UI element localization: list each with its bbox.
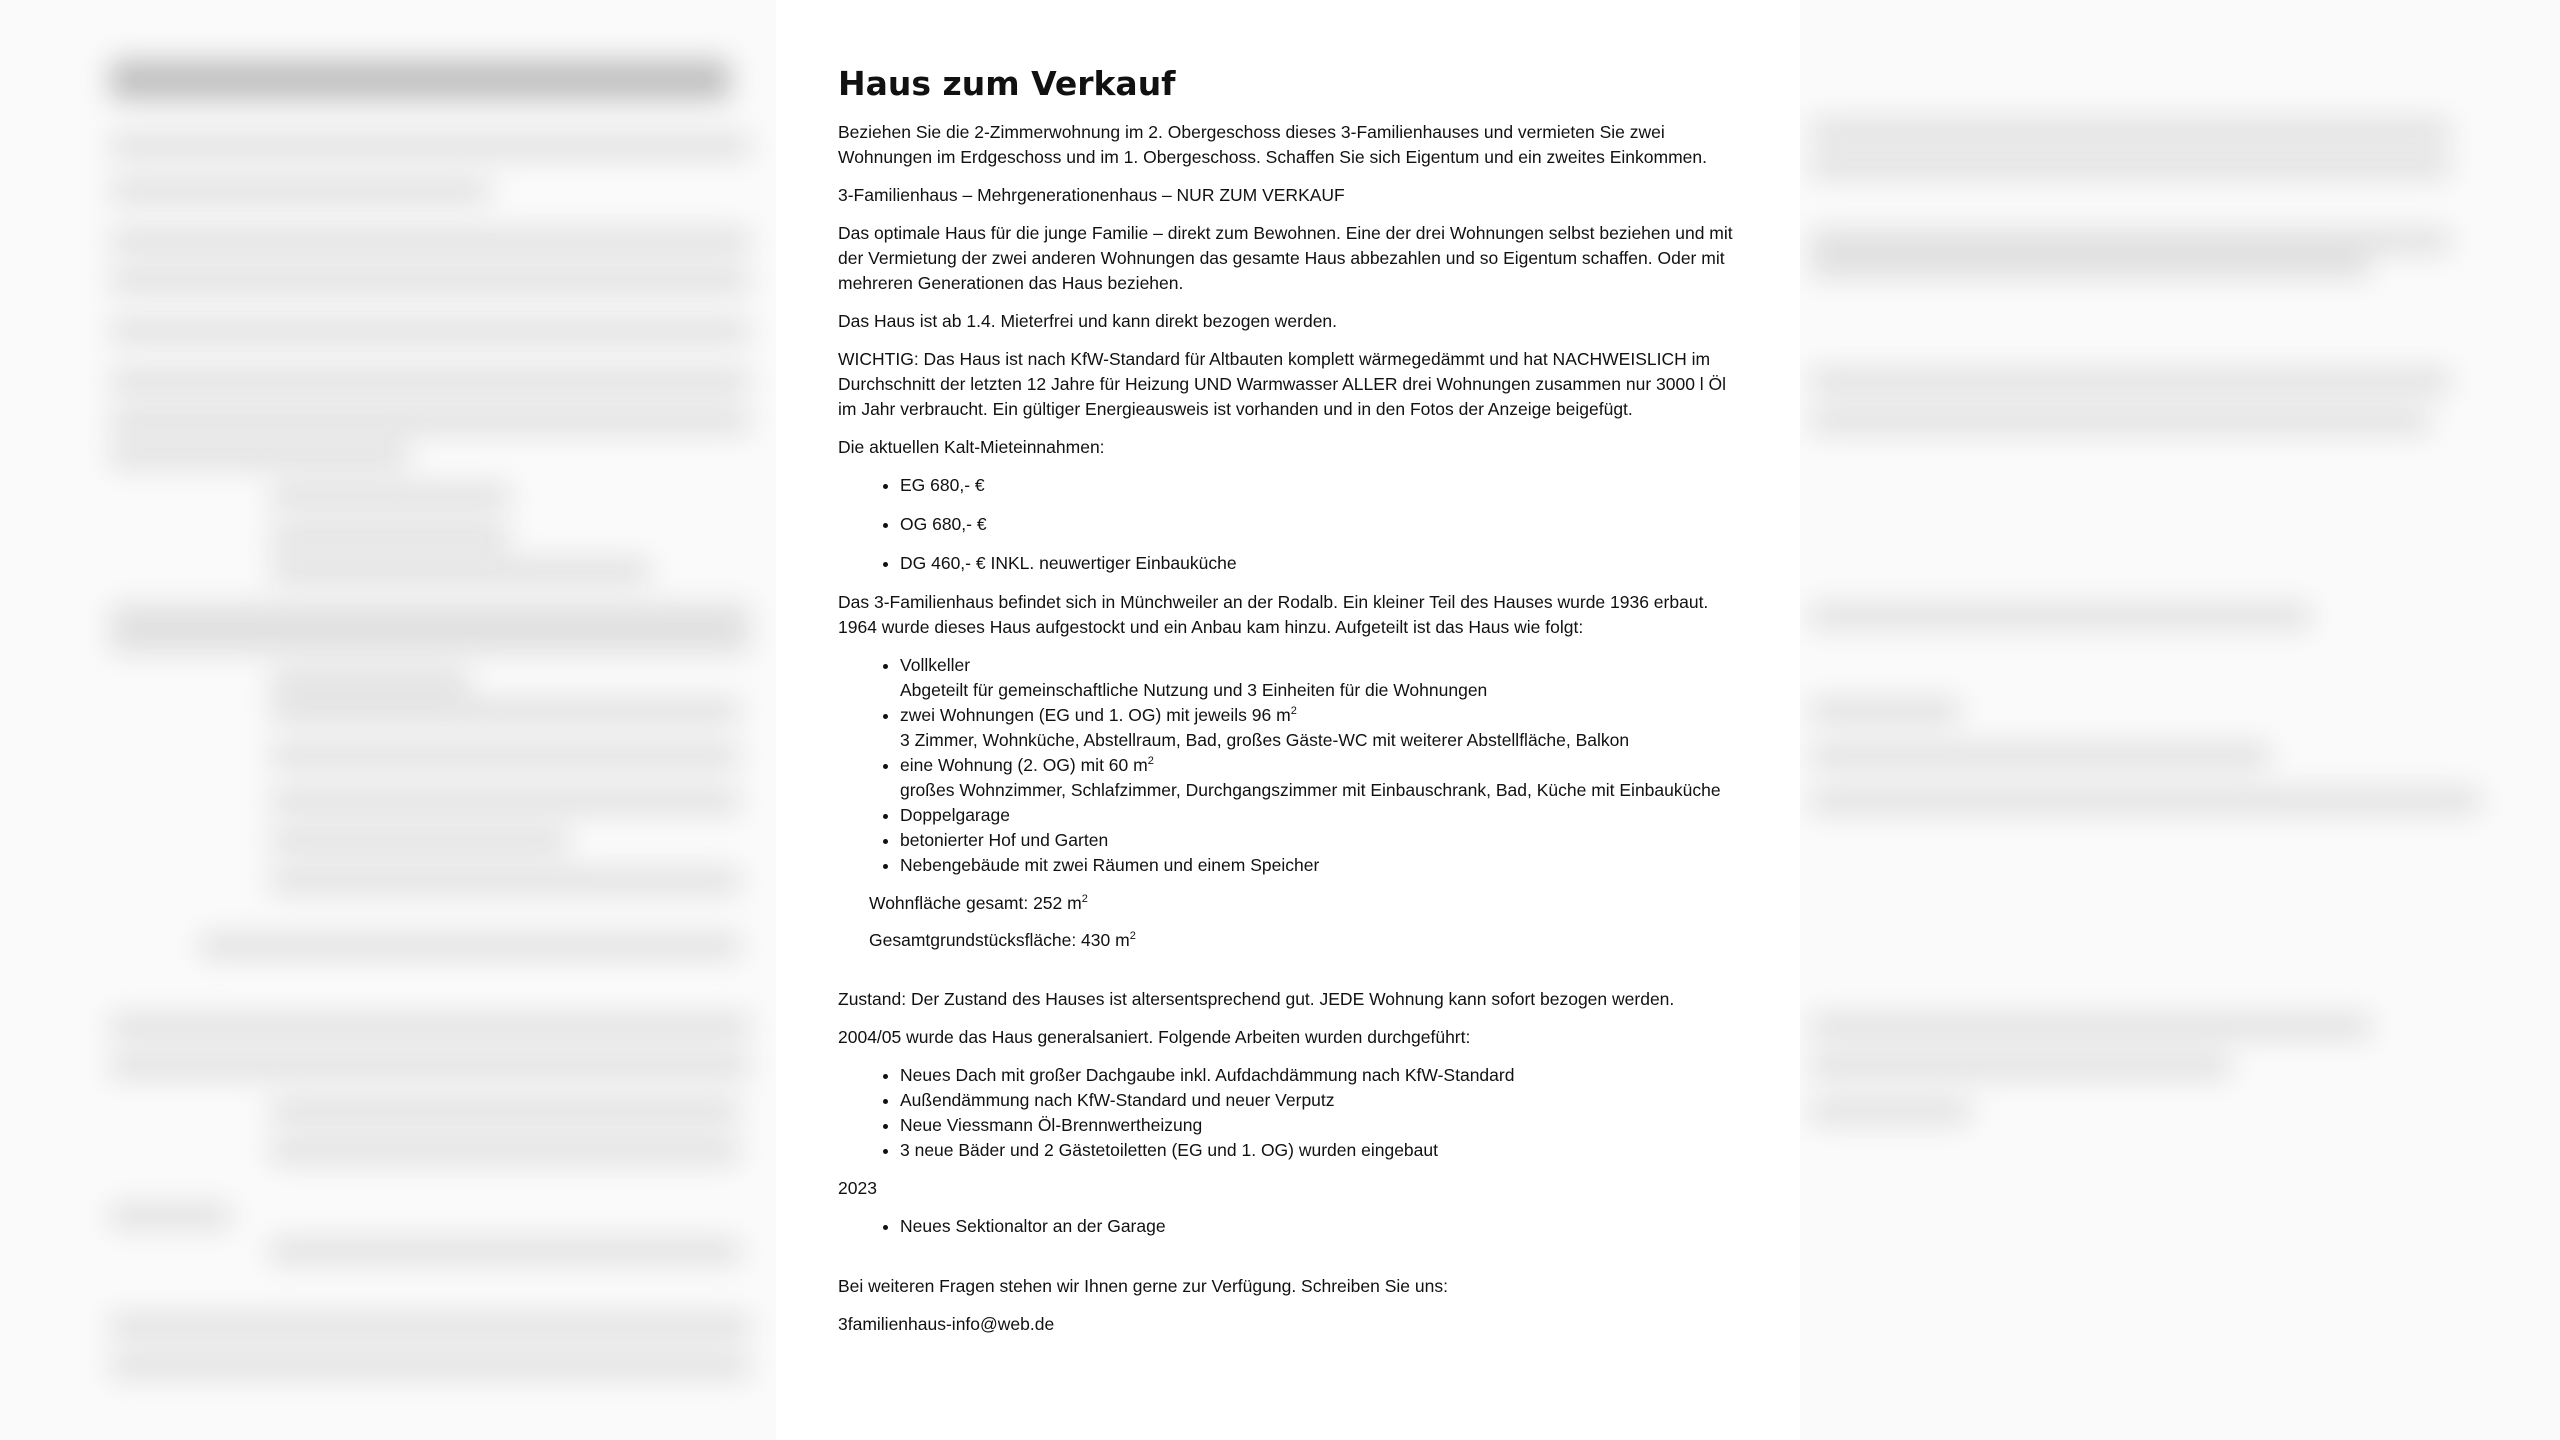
feature-title: Vollkeller	[900, 655, 971, 675]
feature-item	[900, 803, 1738, 828]
rent-list	[838, 473, 1738, 576]
contact-email[interactable]: 3familienhaus-info@web.de	[838, 1314, 1055, 1334]
rent-item: • OG 680,- €	[900, 512, 1738, 537]
location-paragraph: Das 3-Familienhaus befindet sich in Münchweiler an der Rodalb. Ein kleiner Teil des Hauses wurde 1936 erbaut. 1964 wurde dieses Haus aufgestockt und ein Anbau kam hinzu. Aufgeteilt ist das Haus wie folgt:	[838, 592, 1709, 637]
feature-detail: großes Wohnzimmer, Schlafzimmer, Durchgangszimmer mit Einbauschrank, Bad, Küche mit Einbauküche	[900, 780, 1721, 800]
superscript: 2	[1147, 755, 1154, 768]
living-area-text: Wohnfläche gesamt: 252 m	[869, 893, 1082, 913]
feature-title: eine Wohnung (2. OG) mit 60 m	[900, 755, 1148, 775]
condition-paragraph: Zustand: Der Zustand des Hauses ist altersentsprechend gut. JEDE Wohnung kann sofort bezogen werden.	[838, 989, 1675, 1009]
plot-area-text: Gesamtgrundstücksfläche: 430 m	[869, 930, 1130, 950]
works-2023-item: • Neues Sektionaltor an der Garage	[900, 1214, 1738, 1239]
superscript: 2	[1129, 930, 1136, 943]
feature-item	[900, 653, 1738, 703]
contact-paragraph: Bei weiteren Fragen stehen wir Ihnen gerne zur Verfügung. Schreiben Sie uns:	[838, 1276, 1448, 1296]
living-area	[838, 891, 1738, 916]
subtitle-paragraph: 3-Familienhaus – Mehrgenerationenhaus – NUR ZUM VERKAUF	[838, 185, 1345, 205]
renovation-item: • Außendämmung nach KfW-Standard und neuer Verputz	[900, 1088, 1738, 1113]
renovation-item: • 3 neue Bäder und 2 Gästetoiletten (EG und 1. OG) wurden eingebaut	[900, 1138, 1738, 1163]
spacer	[838, 1252, 1738, 1274]
feature-detail: 3 Zimmer, Wohnküche, Abstellraum, Bad, großes Gäste-WC mit weiterer Abstellfläche, Balkon	[900, 730, 1630, 750]
renovation-item: • Neue Viessmann Öl-Brennwertheizung	[900, 1113, 1738, 1138]
superscript: 2	[1290, 705, 1297, 718]
feature-item	[900, 828, 1738, 853]
feature-item	[900, 703, 1738, 753]
year-heading: 2023	[838, 1178, 877, 1198]
feature-title: Doppelgarage	[900, 805, 1010, 825]
feature-item	[900, 853, 1738, 878]
document-page	[776, 0, 1800, 1440]
feature-title: betonierter Hof und Garten	[900, 830, 1109, 850]
works-2023-list	[838, 1214, 1738, 1239]
feature-title: zwei Wohnungen (EG und 1. OG) mit jeweils 96 m	[900, 705, 1291, 725]
intro-paragraph: Beziehen Sie die 2-Zimmerwohnung im 2. Obergeschoss dieses 3-Familienhauses und vermieten Sie zwei Wohnungen im Erdgeschoss und im 1. Obergeschoss. Schaffen Sie sich Eigentum und ein zweites Einkommen.	[838, 122, 1707, 167]
important-paragraph: WICHTIG: Das Haus ist nach KfW-Standard für Altbauten komplett wärmegedämmt und hat NACHWEISLICH im Durchschnitt der letzten 12 Jahre für Heizung UND Warmwasser ALLER drei Wohnungen zusammen nur 3000 l Öl im Jahr verbraucht. Ein gültiger Energieausweis ist vorhanden und in den Fotos der Anzeige beigefügt.	[838, 349, 1727, 419]
plot-area	[838, 928, 1738, 953]
rent-item: • EG 680,- €	[900, 473, 1738, 498]
renovation-heading: 2004/05 wurde das Haus generalsaniert. Folgende Arbeiten wurden durchgeführt:	[838, 1027, 1471, 1047]
renovation-item: • Neues Dach mit großer Dachgaube inkl. Aufdachdämmung nach KfW-Standard	[900, 1063, 1738, 1088]
renovation-list	[838, 1063, 1738, 1163]
rent-heading: Die aktuellen Kalt-Mieteinnahmen:	[838, 437, 1105, 457]
feature-title: Nebengebäude mit zwei Räumen und einem Speicher	[900, 855, 1320, 875]
superscript: 2	[1081, 893, 1088, 906]
feature-item	[900, 753, 1738, 803]
feature-detail: Abgeteilt für gemeinschaftliche Nutzung und 3 Einheiten für die Wohnungen	[900, 680, 1488, 700]
feature-list	[838, 653, 1738, 878]
spacer	[838, 965, 1738, 987]
rent-item: • DG 460,- € INKL. neuwertiger Einbauküche	[900, 551, 1738, 576]
document-title: Haus zum Verkauf	[838, 64, 1176, 103]
availability-paragraph: Das Haus ist ab 1.4. Mieterfrei und kann direkt bezogen werden.	[838, 311, 1338, 331]
family-paragraph: Das optimale Haus für die junge Familie – direkt zum Bewohnen. Eine der drei Wohnungen selbst beziehen und mit der Vermietung der zwei anderen Wohnungen das gesamte Haus abbezahlen und so Eigentum schaffen. Oder mit mehreren Generationen das Haus beziehen.	[838, 223, 1733, 293]
